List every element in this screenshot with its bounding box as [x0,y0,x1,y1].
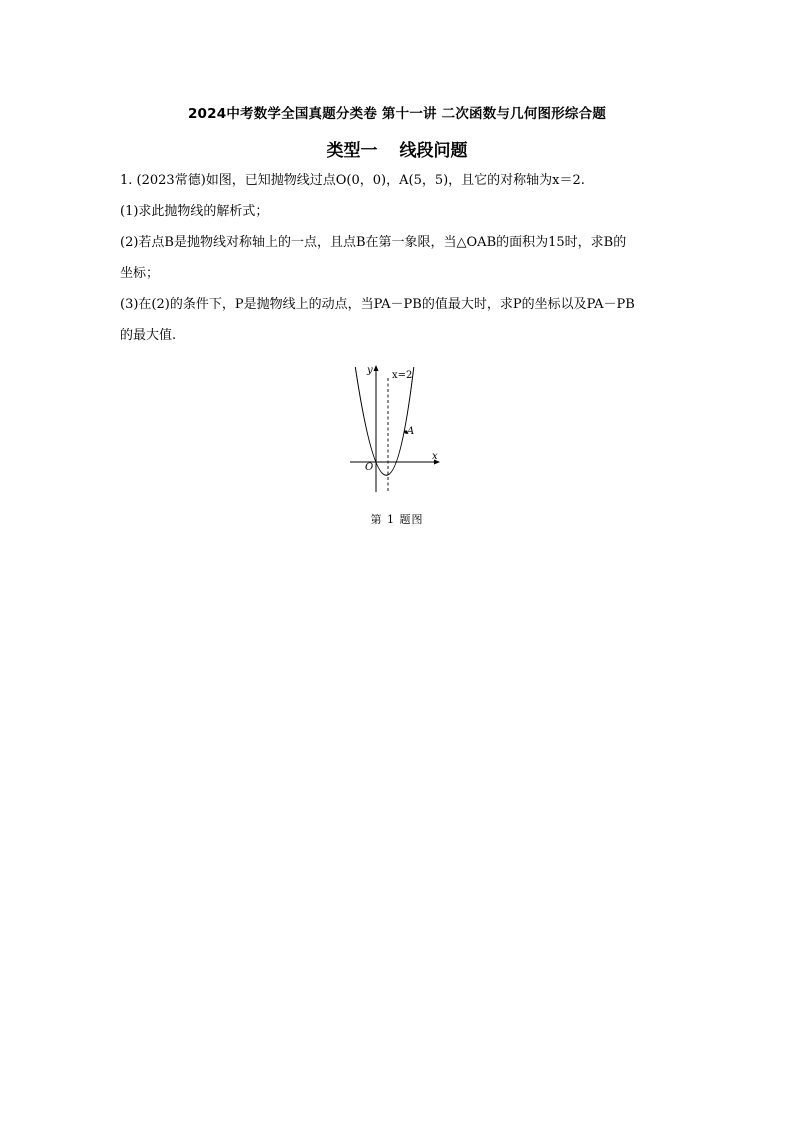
section-topic: 线段问题 [399,141,468,161]
figure-caption: 第 1 题图 [370,513,424,526]
section-title [0,136,794,161]
page-title: 2024中考数学全国真题分类卷 第十一讲 二次函数与几何图形综合题 [187,106,607,122]
problem-part-3-line-2: 的最大值. [120,328,177,343]
problem-intro: 1. (2023常德)如图，已知抛物线过点O(0，0)，A(5，5)，且它的对称轴为x＝2. [120,173,585,188]
y-axis-arrow [374,365,379,371]
label-y: y [367,365,373,376]
parabola-figure [345,362,445,498]
problem-part-2-line-2: 坐标； [120,266,160,281]
problem-part-2-line-1: (2)若点B是抛物线对称轴上的一点，且点B在第一象限，当△OAB的面积为15时，求B的 [120,235,627,250]
label-axis-of-symmetry: x=2 [392,370,413,381]
parabola-curve [355,367,414,475]
label-x: x [432,451,438,462]
label-point-a: A [407,426,415,437]
section-label: 类型一 [326,141,378,161]
problem-statement [120,165,680,351]
problem-part-3-line-1: (3)在(2)的条件下，P是抛物线上的动点，当PA－PB的值最大时，求P的坐标以及PA－PB [120,297,635,312]
label-origin: O [365,462,374,473]
problem-part-1: (1)求此抛物线的解析式； [120,204,269,219]
